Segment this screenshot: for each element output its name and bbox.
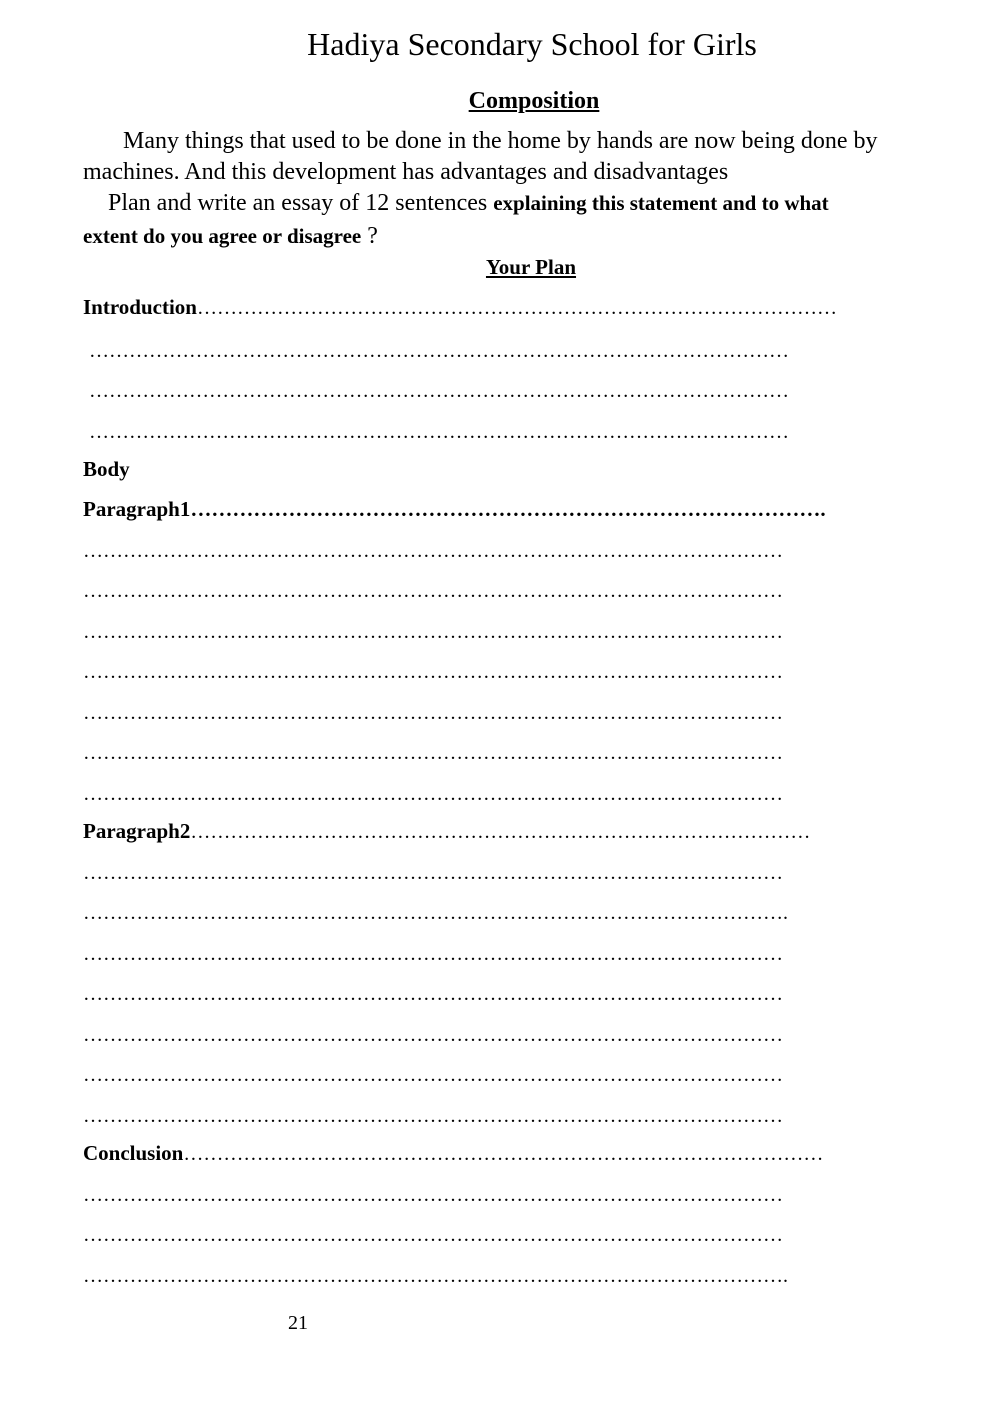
writing-line: …………………………………………………………………………………… <box>183 1143 824 1165</box>
section-title: Composition <box>468 88 600 114</box>
prompt-line-4 <box>83 221 378 251</box>
writing-line[interactable]: …………………………………………………………………………………………… <box>83 943 783 965</box>
prompt-line-4-bold: extent do you agree or disagree <box>83 224 362 248</box>
body-label: Body <box>83 457 130 481</box>
writing-line[interactable]: …………………………………………………………………………………………… <box>89 421 789 443</box>
prompt-line-3 <box>108 188 829 218</box>
writing-line[interactable]: …………………………………………………………………………………………… <box>83 1184 783 1206</box>
writing-line[interactable]: …………………………………………………………………………………………… <box>83 742 783 764</box>
writing-line: ………………………………………………………………………………… <box>190 821 811 843</box>
page-number: 21 <box>288 1312 308 1334</box>
paragraph2-label: Paragraph2 <box>83 819 191 843</box>
writing-line[interactable]: …………………………………………………………………………………………… <box>89 380 789 402</box>
writing-line[interactable]: …………………………………………………………………………………………… <box>83 983 783 1005</box>
writing-line[interactable]: …………………………………………………………………………………………… <box>83 1064 783 1086</box>
paragraph1-row[interactable] <box>83 496 963 523</box>
writing-line: ………………………………………………………………………………. <box>190 497 826 521</box>
writing-line[interactable]: ……………………………………………………………………………………………. <box>83 1265 788 1287</box>
prompt-line-2: machines. And this development has advantages and disadvantages <box>83 159 729 185</box>
writing-line[interactable]: …………………………………………………………………………………………… <box>89 340 789 362</box>
writing-line[interactable]: …………………………………………………………………………………………… <box>83 862 783 884</box>
writing-line[interactable]: …………………………………………………………………………………………… <box>83 1024 783 1046</box>
writing-line[interactable]: …………………………………………………………………………………………… <box>83 540 783 562</box>
writing-line[interactable]: …………………………………………………………………………………………… <box>83 1105 783 1127</box>
paragraph2-row[interactable] <box>83 818 973 845</box>
writing-line: …………………………………………………………………………………… <box>196 297 837 319</box>
writing-line[interactable]: …………………………………………………………………………………………… <box>83 621 783 643</box>
conclusion-row[interactable] <box>83 1140 965 1167</box>
writing-line[interactable]: ……………………………………………………………………………………………. <box>83 902 788 924</box>
school-title: Hadiya Secondary School for Girls <box>307 26 757 62</box>
writing-line[interactable]: …………………………………………………………………………………………… <box>83 661 783 683</box>
introduction-row[interactable] <box>83 294 983 321</box>
introduction-label: Introduction <box>83 295 197 319</box>
writing-line[interactable]: …………………………………………………………………………………………… <box>83 580 783 602</box>
prompt-line-3-bold: explaining this statement and to what <box>493 191 829 215</box>
conclusion-label: Conclusion <box>83 1141 184 1165</box>
writing-line[interactable]: …………………………………………………………………………………………… <box>83 1224 783 1246</box>
prompt-line-4-end: ? <box>367 223 378 249</box>
paragraph1-label: Paragraph1 <box>83 497 191 521</box>
plan-title: Your Plan <box>485 255 577 279</box>
writing-line[interactable]: …………………………………………………………………………………………… <box>83 702 783 724</box>
writing-line[interactable]: …………………………………………………………………………………………… <box>83 783 783 805</box>
prompt-line-1: Many things that used to be done in the home by hands are now being done by <box>123 128 878 154</box>
prompt-line-3-regular: Plan and write an essay of 12 sentences <box>108 190 488 216</box>
